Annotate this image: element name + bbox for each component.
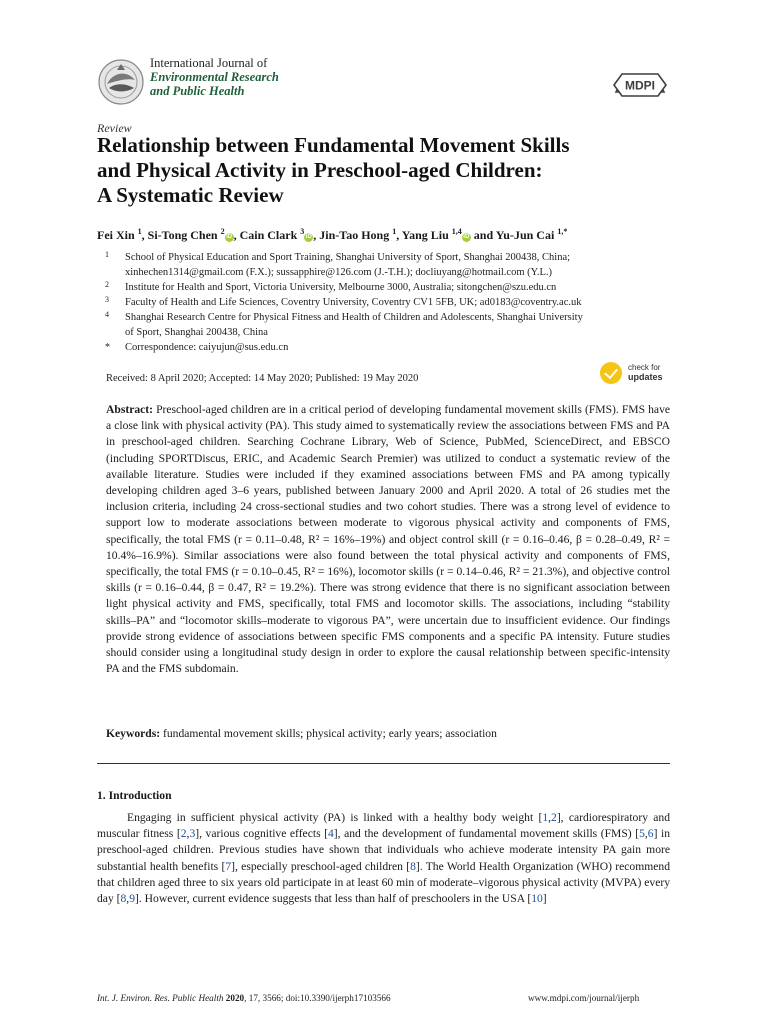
keywords <box>106 727 670 740</box>
author-name[interactable]: Yu-Jun Cai <box>495 228 555 242</box>
intro-text-segment: , <box>126 892 130 906</box>
author-affiliation-sup: 3 <box>300 227 305 236</box>
citation-link[interactable]: 7 <box>225 859 232 873</box>
publication-dates: Received: 8 April 2020; Accepted: 14 May 2020; Published: 19 May 2020 <box>106 373 419 384</box>
abstract-label: Abstract: <box>106 403 154 416</box>
affiliation-number: 3 <box>105 295 109 304</box>
affiliation-item <box>97 280 677 295</box>
orcid-icon[interactable]: iD <box>226 234 233 240</box>
intro-text-segment: ], especially preschool-aged children [ <box>231 859 411 873</box>
title-line: Relationship between Fundamental Movement Skills <box>97 133 570 157</box>
journal-name <box>150 56 279 98</box>
citation-link[interactable]: 1 <box>542 811 549 824</box>
author-name[interactable]: Yang Liu <box>401 228 449 242</box>
author-name[interactable]: Cain Clark <box>239 228 298 242</box>
affiliation-line: Correspondence: caiyujun@sus.edu.cn <box>125 342 289 353</box>
author-joiner: and <box>473 228 494 242</box>
author-affiliation-sup: 1 <box>392 227 397 236</box>
affiliation-line: Shanghai Research Centre for Physical Fitness and Health of Children and Adolescents, Shanghai University <box>125 312 583 323</box>
intro-text-segment: ] <box>542 892 547 906</box>
affiliation-item <box>97 295 677 310</box>
intro-text-segment: ]. However, current evidence suggests that less than half of preschoolers in the USA [ <box>135 892 532 906</box>
affiliation-item <box>97 340 677 355</box>
affiliation-line: of Sport, Shanghai 200438, China <box>125 327 268 338</box>
journal-logo <box>97 58 145 106</box>
citation-link[interactable]: 6 <box>647 827 654 841</box>
intro-text-segment: , <box>548 811 552 824</box>
citation-link[interactable]: 3 <box>189 827 196 841</box>
journal-name-line3: and Public Health <box>150 84 245 98</box>
citation-link[interactable]: 4 <box>328 827 334 841</box>
citation-link[interactable]: 5 <box>639 827 645 841</box>
author-affiliation-sup: 1,* <box>557 227 568 236</box>
orcid-icon[interactable]: iD <box>463 234 470 240</box>
abstract <box>106 402 670 677</box>
affiliation-number: 2 <box>105 280 109 289</box>
section-divider <box>97 763 670 764</box>
title-line: A Systematic Review <box>97 183 284 207</box>
affiliation-number: 4 <box>105 310 109 319</box>
journal-name-line2: Environmental Research <box>150 70 279 84</box>
affiliation-line: xinhechen1314@gmail.com (F.X.); sussapphire@126.com (J.-T.H.); docliuyang@hotmail.com (Y.L.) <box>125 267 552 278</box>
affiliation-line: School of Physical Education and Sport Training, Shanghai University of Sport, Shanghai 200438, China; <box>125 252 571 263</box>
article-type: Review <box>97 121 132 135</box>
mdpi-logo-text: MDPI <box>625 78 655 93</box>
citation-link[interactable]: 10 <box>531 892 543 906</box>
journal-name-line1: International Journal of <box>150 56 268 70</box>
affiliations <box>97 250 677 355</box>
citation-link[interactable]: 8 <box>120 892 127 906</box>
check-updates-line2: updates <box>628 372 663 382</box>
author-list: Fei Xin $^1$, Si-Tong Chen $^2$iD , Cain Clark $^3$iD , Jin-Tao Hong $^1$, Yang Liu $^{1,4}$iD and Yu-Jun Cai $^{1,*}$ <box>97 227 568 242</box>
citation-link[interactable]: 9 <box>129 892 135 906</box>
author-name[interactable]: Si-Tong Chen <box>147 228 218 242</box>
intro-text-segment: ], and the development of fundamental movement skills (FMS) [ <box>333 827 640 841</box>
check-updates-line1: check for <box>628 363 661 372</box>
affiliation-line: Institute for Health and Sport, Victoria University, Melbourne 3000, Australia; sitongchen@szu.edu.cn <box>125 282 557 293</box>
footer-volume-info: , 17, 3566; doi:10.3390/ijerph17103566 <box>244 993 391 1003</box>
check-for-updates-badge[interactable] <box>600 362 680 386</box>
footer-citation <box>97 993 391 1003</box>
intro-text-segment: ], cardiorespiratory and muscular fitness [ <box>97 811 670 841</box>
affiliation-item <box>97 310 677 340</box>
intro-text-segment: ] in preschool-aged children. Previous studies have shown that individuals who achieve moderate intensity PA gain more substantial health benefits [ <box>97 827 671 873</box>
author-name[interactable]: Jin-Tao Hong <box>319 228 390 242</box>
affiliation-line: Faculty of Health and Life Sciences, Coventry University, Coventry CV1 5FB, UK; ad0183@coventry.ac.uk <box>125 297 582 308</box>
abstract-text: Preschool-aged children are in a critical period of developing fundamental movement skills (FMS). FMS have a close link with physical activity (PA). This study aimed to systematically review the associations between FMS and PA in preschool-aged children. Searching Cochrane Library, Web of Science, PubMed, ScienceDirect, and EBSCO (including SPORTDiscus, ERIC, and Academic Search Premier) was utilized to conduct a systematic review of the available literature. Studies were included if they examined associations between FMS and PA among typically developing children aged 3–6 years, published between January 2000 and April 2020. A total of 26 studies met the inclusion criteria, including 24 cross-sectional studies and two cohort studies. There was a strong level of evidence to support low to moderate associations between moderate to vigorous physical activity and components of FMS, specifically, the total FMS (r = 0.11–0.48, R² = 16%–19%) and object control skill (r = 0.16–0.46, β = 0.28–0.49, R² = 10.4%–16.9%). Similar associations were also found between the total physical activity and components of FMS, specifically, the total FMS (r = 0.10–0.45, R² = 16%), locomotor skills (r = 0.14–0.46, R² = 21.3%), and objective control skills (r = 0.16–0.44, β = 0.47, R² = 19.2%). There was strong evidence that there is no significant association between light physical activity and FMS, specifically, total FMS and locomotor skills. The associations, including “stability skills–PA” and “locomotor skills–moderate to vigorous PA”, were uncertain due to insufficient evidence. Our findings provide strong evidence of associations between specific FMS components and a specific PA intensity. Future studies should consider using a longitudinal study design in order to explore the causal relationship between specific-intensity PA and the FMS subdomain. <box>106 403 671 676</box>
author-name[interactable]: Fei Xin <box>97 228 135 242</box>
mdpi-logo <box>612 72 668 98</box>
footer-url[interactable]: www.mdpi.com/journal/ijerph <box>528 993 640 1003</box>
keywords-text: fundamental movement skills; physical activity; early years; association <box>163 727 497 740</box>
intro-text-segment: , <box>186 827 190 841</box>
affiliation-number: * <box>105 342 110 353</box>
author-affiliation-sup: 1 <box>137 227 142 236</box>
check-icon <box>600 362 622 384</box>
footer-year: 2020 <box>225 993 245 1003</box>
affiliation-number: 1 <box>105 250 109 259</box>
intro-text-segment: ], various cognitive effects [ <box>195 827 328 841</box>
intro-text-segment: Engaging in sufficient physical activity (PA) is linked with a healthy body weight [ <box>127 811 543 824</box>
article-title <box>97 133 697 208</box>
citation-link[interactable]: 8 <box>410 859 416 873</box>
footer-journal-abbrev: Int. J. Environ. Res. Public Health <box>97 993 224 1003</box>
title-line: and Physical Activity in Preschool-aged Children: <box>97 158 543 182</box>
author-affiliation-sup: 2 <box>220 227 225 236</box>
intro-text-segment: , <box>644 827 648 841</box>
keywords-label: Keywords: <box>106 727 161 740</box>
intro-paragraph <box>97 810 670 907</box>
affiliation-item <box>97 250 677 280</box>
intro-text-segment: ]. The World Health Organization (WHO) recommend that children aged three to six years old participate in at least 60 min of moderate–vigorous physical activity (MVPA) every day [ <box>97 859 670 906</box>
citation-link[interactable]: 2 <box>180 827 187 841</box>
section-heading: 1. Introduction <box>97 789 172 802</box>
citation-link[interactable]: 2 <box>551 811 557 824</box>
orcid-icon[interactable]: iD <box>305 234 312 240</box>
author-affiliation-sup: 1,4 <box>451 227 462 236</box>
